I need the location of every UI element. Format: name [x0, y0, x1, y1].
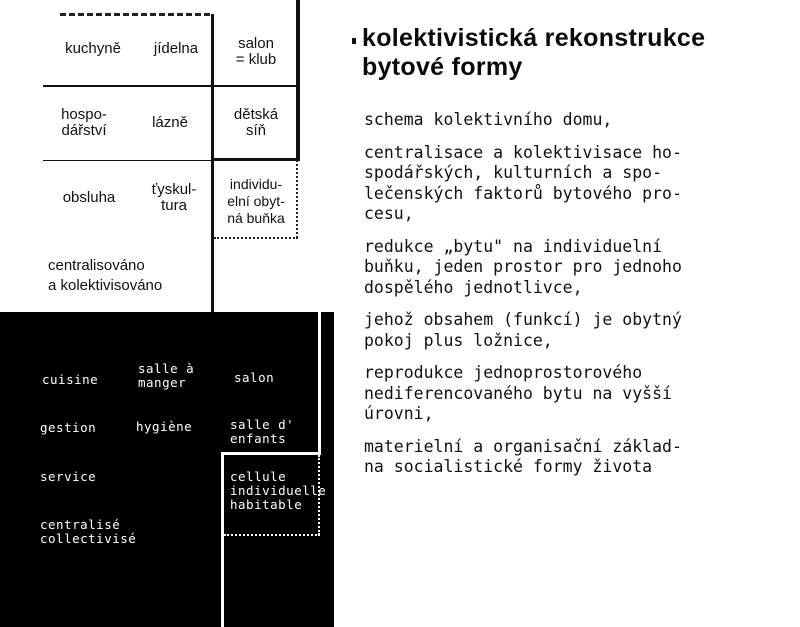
diagram-row-divider-2b: [43, 160, 213, 161]
cell-dotted-bottom: [214, 237, 298, 239]
diagram-row-divider-2: [212, 158, 300, 161]
czech-floor-diagram: [0, 0, 310, 312]
fr-mid-wall: [221, 452, 224, 627]
diagram-row-divider-1: [43, 85, 300, 87]
fr-hygiene: hygiène: [136, 419, 193, 434]
cell-lazne: lázně: [152, 114, 188, 131]
cell-salon: salon = klub: [235, 35, 277, 68]
list-item: reprodukce jednoprostorového nediferencovaného bytu na vyšší úrovni,: [364, 363, 672, 423]
cell-telovychova: ťyskul- tura: [151, 181, 197, 214]
cell-hospodarstvi: hospo- dářství: [61, 106, 107, 139]
fr-right-wall: [318, 312, 321, 452]
cell-jidelna: jídelna: [153, 40, 199, 57]
text-list: [364, 110, 794, 490]
list-item: centralisace a kolektivisace ho- spodářských, kulturních a spo- lečenských faktorů bytového pro- cesu,: [364, 142, 682, 223]
page-title: kolektivistická rekonstrukce bytové formy: [362, 24, 706, 81]
caption-centralisovano: centralisováno a kolektivisováno: [48, 257, 163, 294]
list-item: redukce „bytu" na individuelní buňku, jeden prostor pro jednoho dospělého jednotlivce,: [364, 236, 682, 297]
cell-kuchyne: kuchyně: [65, 40, 121, 57]
diagram-right-wall: [296, 0, 300, 160]
cell-individualni: individu- elní obyt- ná buňka: [227, 175, 285, 226]
fr-salle-enfants: salle d' enfants: [230, 417, 295, 446]
fr-divider: [221, 452, 321, 455]
cell-obsluha: obsluha: [62, 189, 116, 206]
french-floor-diagram: [0, 312, 334, 627]
fr-salle-manger: salle à manger: [138, 361, 195, 390]
fr-cuisine: cuisine: [42, 372, 99, 387]
fr-cellule: cellule individuelle habitable: [230, 469, 327, 512]
fr-dotted-bottom: [224, 534, 320, 536]
fr-salon: salon: [234, 370, 275, 385]
list-item: jehož obsahem (funkcí) je obytný pokoj plus ložnice,: [364, 310, 682, 350]
list-item: schema kolektivního domu,: [364, 110, 613, 129]
fr-service: service: [40, 469, 97, 484]
cell-detska: dětská síň: [233, 106, 279, 139]
heading-marker: [352, 38, 356, 44]
fr-caption-centralise: centralisé collectivisé: [40, 517, 137, 546]
list-item: materielní a organisační základ- na socialistické formy života: [364, 436, 682, 476]
fr-gestion: gestion: [40, 420, 97, 435]
top-dashed-border: [60, 13, 210, 20]
